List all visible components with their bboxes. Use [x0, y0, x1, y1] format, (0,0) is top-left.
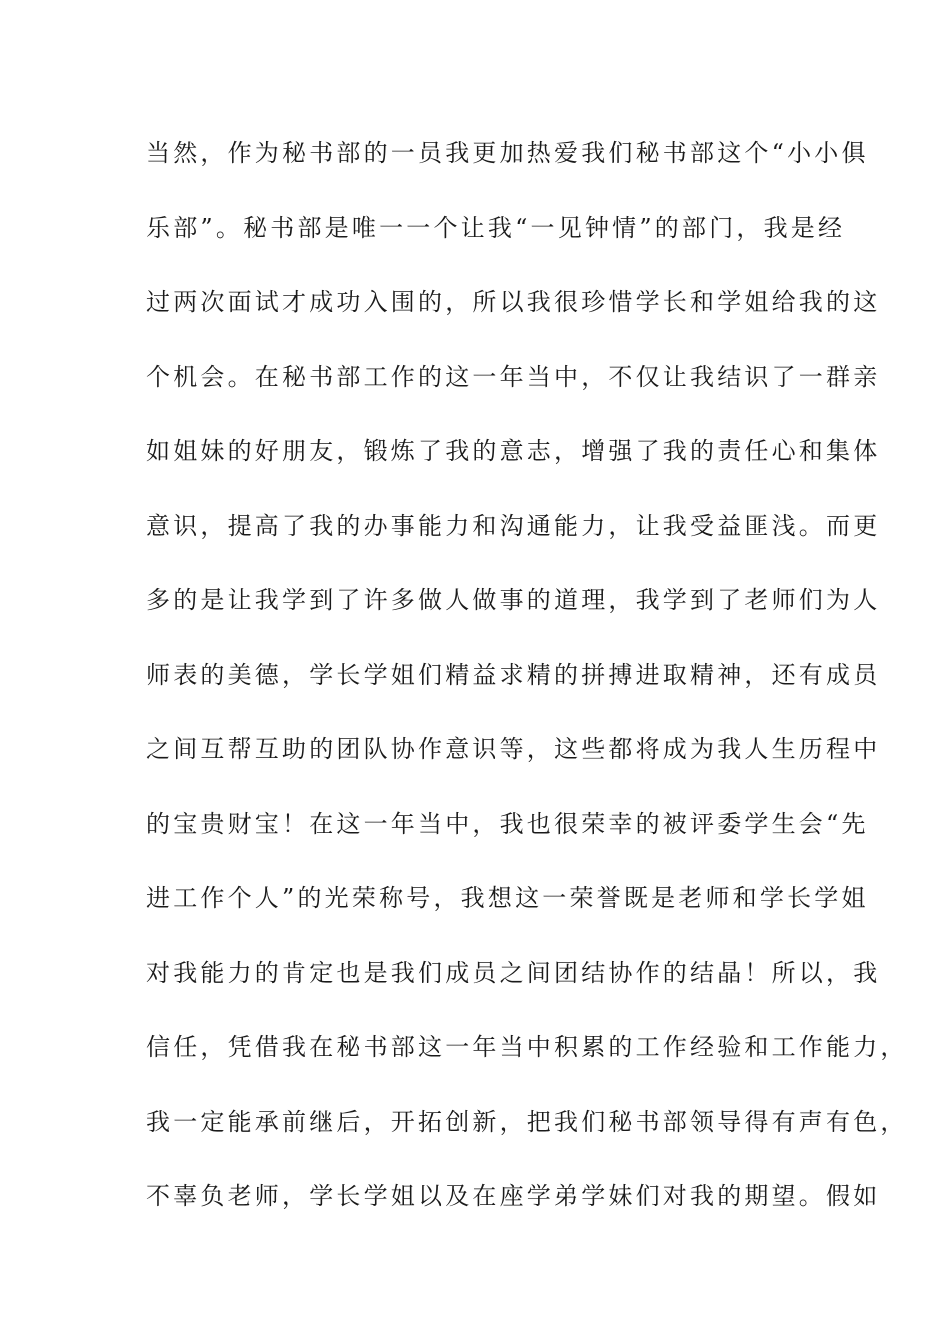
text-line: 之间互帮互助的团队协作意识等，这些都将成为我人生历程中 — [146, 735, 881, 763]
text-line: 不辜负老师，学长学姐以及在座学弟学妹们对我的期望。假如 — [146, 1182, 881, 1210]
text-line: 过两次面试才成功入围的，所以我很珍惜学长和学姐给我的这 — [146, 288, 881, 316]
text-line: 如姐妹的好朋友，锻炼了我的意志，增强了我的责任心和集体 — [146, 437, 881, 465]
text-line: 当然，作为秘书部的一员我更加热爱我们秘书部这个“小小俱 — [146, 139, 869, 167]
text-line: 师表的美德，学长学姐们精益求精的拼搏进取精神，还有成员 — [146, 660, 881, 689]
text-line: 意识，提高了我的办事能力和沟通能力，让我受益匪浅。而更 — [146, 511, 881, 540]
text-line: 的宝贵财宝！在这一年当中，我也很荣幸的被评委学生会“先 — [146, 809, 869, 838]
text-line: 信任，凭借我在秘书部这一年当中积累的工作经验和工作能力， — [146, 1033, 908, 1061]
text-line: 对我能力的肯定也是我们成员之间团结协作的结晶！所以，我 — [146, 958, 881, 987]
text-line: 我一定能承前继后，开拓创新，把我们秘书部领导得有声有色， — [146, 1107, 908, 1136]
text-line: 乐部”。秘书部是唯一一个让我“一见钟情”的部门，我是经 — [146, 213, 846, 242]
body-text — [146, 131, 908, 1249]
text-line: 多的是让我学到了许多做人做事的道理，我学到了老师们为人 — [146, 586, 881, 614]
text-line: 进工作个人”的光荣称号，我想这一荣誉既是老师和学长学姐 — [146, 884, 869, 912]
text-line: 个机会。在秘书部工作的这一年当中，不仅让我结识了一群亲 — [146, 362, 881, 391]
